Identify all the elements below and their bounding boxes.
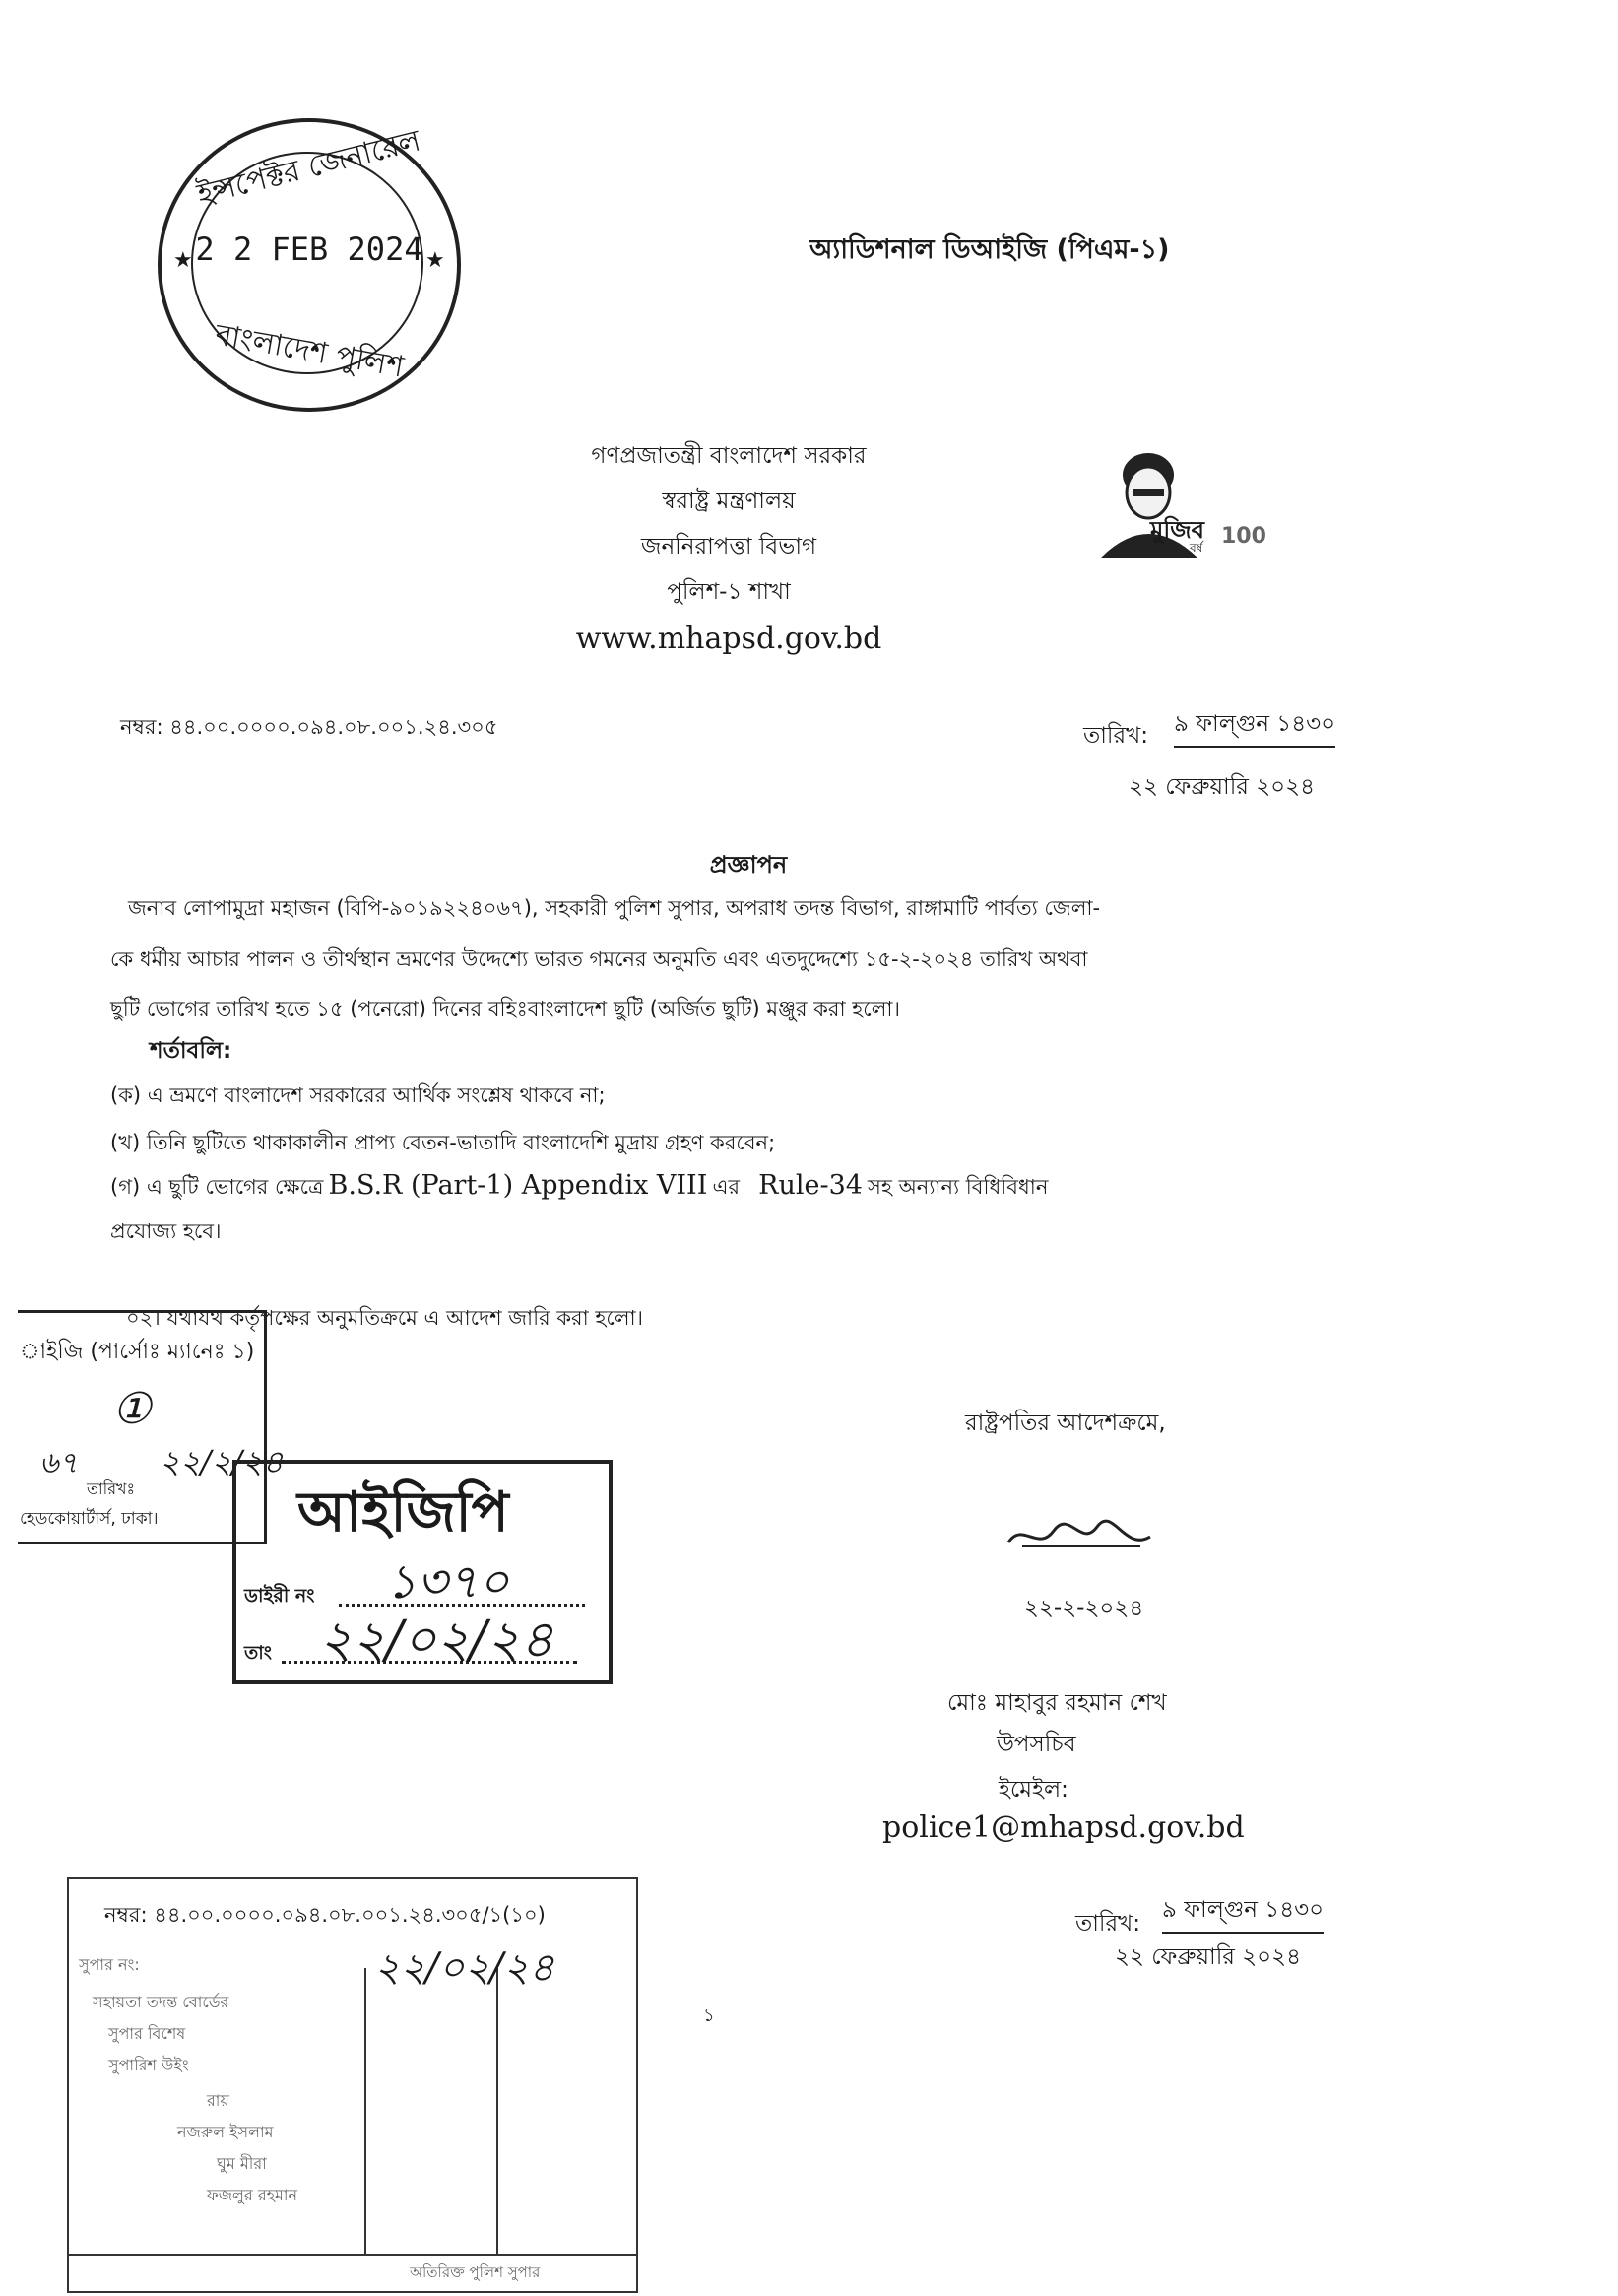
signatory-name: মোঃ মাহাবুর রহমান শেখ [947, 1690, 1167, 1716]
dig-stamp-date-label: তারিখঃ [87, 1479, 136, 1498]
seal-star-left: ★ [173, 248, 193, 273]
copy-date-english: ২২ ফেব্রুয়ারি ২০২৪ [1115, 1944, 1302, 1970]
dig-stamp-mark: ① [112, 1384, 152, 1434]
seal-star-right: ★ [425, 248, 445, 273]
letterhead [473, 433, 985, 664]
header-website[interactable]: www.mhapsd.gov.bd [575, 622, 882, 656]
header-branch: পুলিশ-১ শাখা [667, 579, 791, 605]
condition-c-bsr: B.S.R (Part-1) Appendix VIII [328, 1170, 708, 1201]
copy-memo-number: নম্বর: ৪৪.০০.০০০০.০৯৪.০৮.০০১.২৪.৩০৫/১(১০) [104, 1903, 546, 1927]
logo-number: 100 [1221, 524, 1266, 549]
signatory-designation: উপসচিব [997, 1732, 1076, 1757]
distribution-stamp [67, 1877, 638, 2293]
dig-stamp-place: হেডকোয়ার্টার্স, ঢাকা। [20, 1509, 159, 1529]
condition-c-rule: Rule-34 [758, 1170, 863, 1201]
inspector-general-seal [158, 118, 461, 412]
logo-subtext: বর্ষ [1190, 541, 1203, 555]
sign-date: ২২-২-২০২৪ [1024, 1596, 1144, 1621]
stamp-divider-h [69, 2254, 636, 2256]
igp-date-label: তাং [244, 1642, 272, 1664]
conditions-title: শর্তাবলি: [150, 1038, 232, 1064]
memo-date-english: ২২ ফেব্রুয়ারি ২০২৪ [1129, 774, 1316, 800]
stamp-row-3: সুপার বিশেষ [108, 2024, 186, 2043]
email-label: ইমেইল: [999, 1777, 1068, 1803]
seal-date: 2 2 FEB 2024 [195, 230, 423, 268]
copy-date-label: তারিখ: [1075, 1911, 1141, 1936]
body-line-2: কে ধর্মীয় আচার পালন ও তীর্থস্থান ভ্রমণের উদ্দেশ্যে ভারত গমনের অনুমতি এবং এতদুদ্দেশ্যে ১৫-২-২০২৪ তারিখ অথবা [110, 948, 1088, 971]
stamp-row-2: সহায়তা তদন্ত বোর্ডের [93, 1993, 229, 2011]
seal-arc-top: ইন্সপেক্টর জেনারেল [193, 123, 424, 213]
by-order-line: রাষ্ট্রপতির আদেশক্রমে, [965, 1410, 1166, 1436]
body-line-1: জনাব লোপামুদ্রা মহাজন (বিপি-৯০১৯২২৪০৬৭), সহকারী পুলিশ সুপার, অপরাধ তদন্ত বিভাগ, রাঙ্গামাটি পার্বত্য জেলা- [128, 896, 1101, 920]
igp-stamp-title: আইজিপি [297, 1480, 509, 1544]
seal-arc-bottom: বাংলাদেশ পুলিশ [212, 317, 407, 385]
igp-diary-label: ডাইরী নং [244, 1585, 315, 1607]
condition-c-suffix: সহ অন্যান্য বিধিবিধান [868, 1175, 1049, 1199]
condition-b: (খ) তিনি ছুটিতে থাকাকালীন প্রাপ্য বেতন-ভাতাদি বাংলাদেশি মুদ্রায় গ্রহণ করবেন; [110, 1131, 776, 1154]
stamp-divider-v2 [496, 1968, 498, 2254]
igp-diary-stamp [232, 1460, 613, 1684]
signature-mark [1003, 1513, 1160, 1562]
stamp-row-6: নজরুল ইসলাম [177, 2123, 274, 2141]
stamp-divider-v1 [364, 1968, 366, 2254]
condition-c-mid: এর [712, 1175, 741, 1199]
memo-date-label: তারিখ: [1083, 723, 1149, 749]
dig-stamp-number: ৬৭ [39, 1446, 79, 1480]
memo-number: নম্বর: ৪৪.০০.০০০০.০৯৪.০৮.০০১.২৪.৩০৫ [120, 715, 498, 739]
logo-text: মুজিব [1150, 516, 1205, 544]
dig-stamp-hand-date: ২২/২/২৪ [160, 1443, 284, 1480]
header-division: জননিরাপত্তা বিভাগ [640, 534, 817, 559]
stamp-hand-date: ২২/০২/২৪ [374, 1945, 554, 1991]
igp-diary-number: ১৩৭০ [386, 1554, 509, 1609]
stamp-row-7: ঘুম মীরা [217, 2154, 267, 2173]
page-number: ১ [703, 2005, 715, 2026]
condition-c-line-2: প্রযোজ্য হবে। [110, 1219, 222, 1243]
copy-date-bangla: ৯ ফাল্গুন ১৪৩০ [1162, 1891, 1324, 1934]
stamp-row-4: সুপারিশ উইং [108, 2056, 189, 2074]
dig-office-stamp [18, 1310, 284, 1544]
condition-c-prefix: (গ) এ ছুটি ভোগের ক্ষেত্রে [110, 1175, 324, 1199]
stamp-footer: অতিরিক্ত পুলিশ সুপার [410, 2263, 541, 2281]
stamp-row-1: সুপার নং: [79, 1955, 140, 1974]
email-address[interactable]: police1@mhapsd.gov.bd [882, 1810, 1245, 1845]
stamp-row-8: ফজলুর রহমান [207, 2186, 298, 2204]
header-government: গণপ্রজাতন্ত্রী বাংলাদেশ সরকার [591, 443, 867, 469]
mujib-100-logo [1091, 441, 1268, 559]
condition-a: (ক) এ ভ্রমণে বাংলাদেশ সরকারের আর্থিক সংশ্লেষ থাকবে না; [110, 1083, 606, 1107]
closing-line: ০২। যথাযথ কর্তৃপক্ষের অনুমতিক্রমে এ আদেশ জারি করা হলো। [126, 1306, 644, 1330]
body-line-3: ছুটি ভোগের তারিখ হতে ১৫ (পনেরো) দিনের বহিঃবাংলাদেশ ছুটি (অর্জিত ছুটি) মঞ্জুর করা হলো। [110, 997, 900, 1020]
igp-date-hand: ২২/০২/২৪ [319, 1610, 553, 1670]
stamp-row-5: রায় [207, 2091, 229, 2110]
notification-title: প্রজ্ঞাপন [709, 851, 788, 879]
routing-note: অ্যাডিশনাল ডিআইজি (পিএম-১) [809, 234, 1170, 265]
condition-c [110, 1170, 1048, 1206]
memo-date-bangla: ৯ ফাল্গুন ১৪৩০ [1174, 705, 1335, 748]
dig-stamp-top: াইজি (পার্সোঃ ম্যানেঃ ১) [20, 1340, 255, 1364]
header-ministry: স্বরাষ্ট্র মন্ত্রণালয় [662, 489, 796, 514]
